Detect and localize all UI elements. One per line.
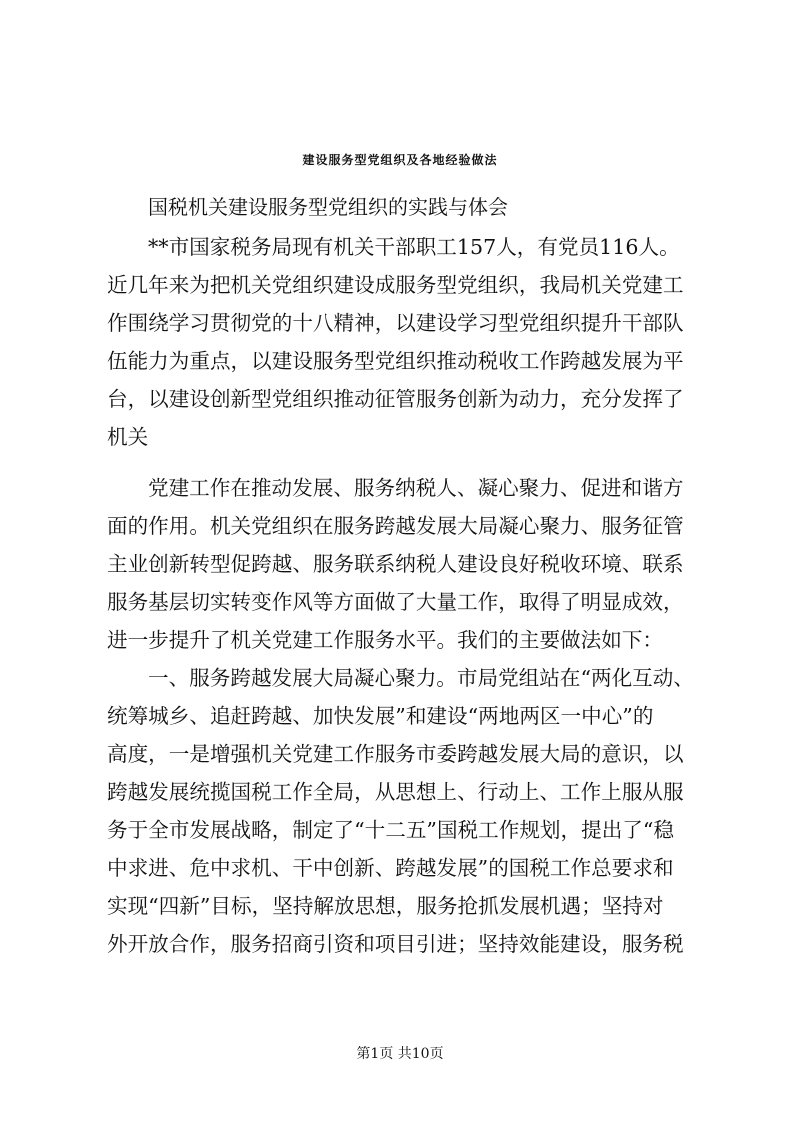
body-line: 跨越发展统揽国税工作全局，从思想上、行动上、工作上服从服 xyxy=(107,780,684,804)
body-line: 统筹城乡、追赶跨越、加快发展”和建设“两地两区一中心”的 xyxy=(107,704,654,728)
body-line: **市国家税务局现有机关干部职工157人，有党员116人。 xyxy=(148,235,680,259)
body-line: 中求进、危中求机、干中创新、跨越发展”的国税工作总要求和 xyxy=(107,856,674,880)
body-line: 作围绕学习贯彻党的十八精神，以建设学习型党组织提升干部队 xyxy=(107,311,684,335)
body-line: 面的作用。机关党组织在服务跨越发展大局凝心聚力、服务征管 xyxy=(107,514,684,538)
body-line: 高度，一是增强机关党建工作服务市委跨越发展大局的意识，以 xyxy=(107,742,684,766)
page-number-footer: 第1页 共10页 xyxy=(356,1046,444,1062)
body-line: 伍能力为重点，以建设服务型党组织推动税收工作跨越发展为平 xyxy=(107,349,684,373)
body-line: 机关 xyxy=(107,425,149,449)
body-line: 党建工作在推动发展、服务纳税人、凝心聚力、促进和谐方 xyxy=(148,476,684,500)
body-line: 实现“四新”目标，坚持解放思想，服务抢抓发展机遇；坚持对 xyxy=(107,894,664,918)
document-subtitle: 国税机关建设服务型党组织的实践与体会 xyxy=(148,195,508,219)
body-line: 一、服务跨越发展大局凝心聚力。市局党组站在“两化互动、 xyxy=(148,666,694,690)
body-line: 台，以建设创新型党组织推动征管服务创新为动力，充分发挥了 xyxy=(107,387,684,411)
body-line: 进一步提升了机关党建工作服务水平。我们的主要做法如下： xyxy=(107,628,664,652)
body-line: 外开放合作，服务招商引资和项目引进；坚持效能建设，服务税 xyxy=(107,932,684,956)
document-title: 建设服务型党组织及各地经验做法 xyxy=(302,153,498,167)
body-line: 近几年来为把机关党组织建设成服务型党组织，我局机关党建工 xyxy=(107,273,684,297)
body-line: 服务基层切实转变作风等方面做了大量工作，取得了明显成效， xyxy=(107,590,684,614)
body-line: 务于全市发展战略，制定了“十二五”国税工作规划，提出了“稳 xyxy=(107,818,675,842)
body-line: 主业创新转型促跨越、服务联系纳税人建设良好税收环境、联系 xyxy=(107,552,684,576)
